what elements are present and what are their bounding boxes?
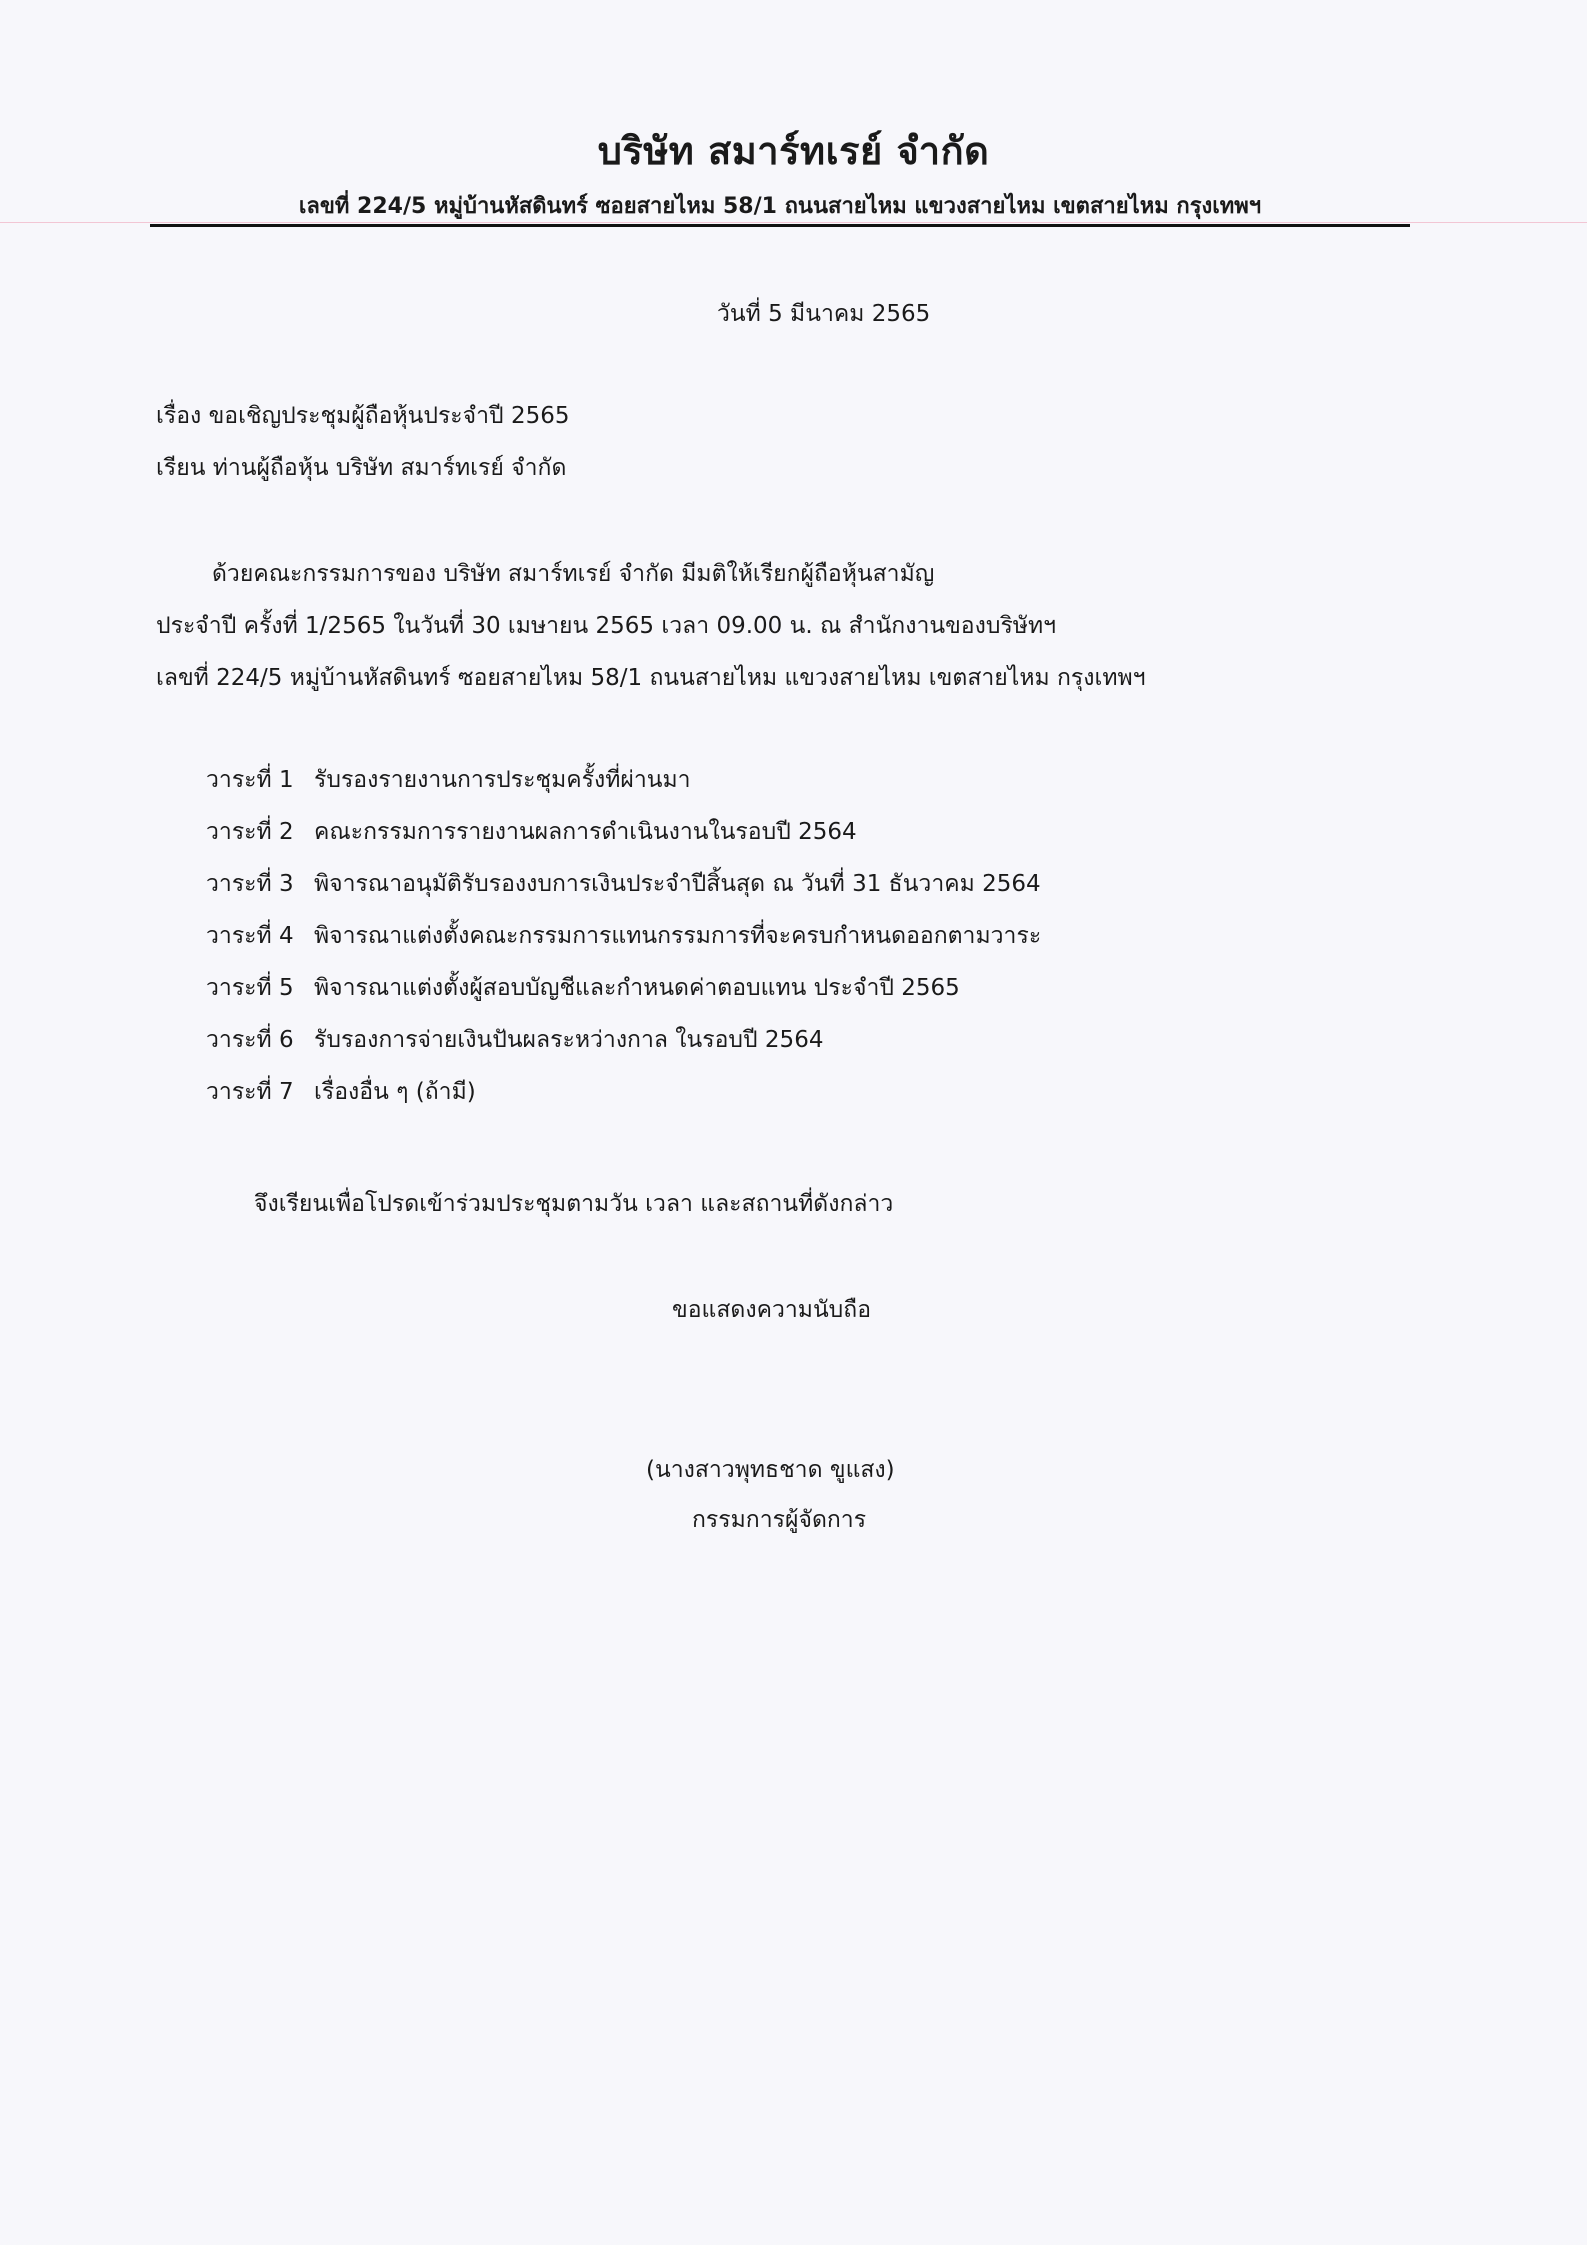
agenda-item xyxy=(206,1074,1041,1126)
closing-invitation: จึงเรียนเพื่อโปรดเข้าร่วมประชุมตามวัน เวลา และสถานที่ดังกล่าว xyxy=(254,1191,894,1217)
agenda-item xyxy=(206,918,1041,970)
agenda-item-number: วาระที่ 5 xyxy=(206,975,294,1001)
agenda-item-text: พิจารณาอนุมัติรับรองงบการเงินประจำปีสิ้นสุด ณ วันที่ 31 ธันวาคม 2564 xyxy=(314,871,1041,897)
company-name: บริษัท สมาร์ทเรย์ จำกัด xyxy=(597,129,990,173)
closing-regards: ขอแสดงความนับถือ xyxy=(672,1297,872,1323)
agenda-item xyxy=(206,1022,1041,1074)
letter-date: วันที่ 5 มีนาคม 2565 xyxy=(717,301,931,327)
agenda-item-text: พิจารณาแต่งตั้งผู้สอบบัญชีและกำหนดค่าตอบแทน ประจำปี 2565 xyxy=(314,975,960,1001)
agenda-item-number: วาระที่ 3 xyxy=(206,871,294,897)
agenda-item-number: วาระที่ 1 xyxy=(206,767,294,793)
agenda-item xyxy=(206,866,1041,918)
letter-recipient: เรียน ท่านผู้ถือหุ้น บริษัท สมาร์ทเรย์ จำกัด xyxy=(156,455,567,481)
body-paragraph-line-1: ด้วยคณะกรรมการของ บริษัท สมาร์ทเรย์ จำกัด มีมติให้เรียกผู้ถือหุ้นสามัญ xyxy=(212,561,935,587)
agenda-item-text: รับรองการจ่ายเงินปันผลระหว่างกาล ในรอบปี 2564 xyxy=(314,1027,824,1053)
letter-subject: เรื่อง ขอเชิญประชุมผู้ถือหุ้นประจำปี 2565 xyxy=(156,403,570,429)
agenda-item-text: รับรองรายงานการประชุมครั้งที่ผ่านมา xyxy=(314,767,691,793)
agenda-item xyxy=(206,814,1041,866)
agenda-item-number: วาระที่ 4 xyxy=(206,923,294,949)
company-address: เลขที่ 224/5 หมู่บ้านหัสดินทร์ ซอยสายไหม 58/1 ถนนสายไหม แขวงสายไหม เขตสายไหม กรุงเทพฯ xyxy=(298,194,1262,219)
agenda-item-number: วาระที่ 2 xyxy=(206,819,294,845)
body-paragraph-line-3: เลขที่ 224/5 หมู่บ้านหัสดินทร์ ซอยสายไหม 58/1 ถนนสายไหม แขวงสายไหม เขตสายไหม กรุงเทพฯ xyxy=(156,665,1146,691)
signer-title: กรรมการผู้จัดการ xyxy=(692,1507,867,1533)
agenda-item xyxy=(206,762,1041,814)
agenda-item-text: คณะกรรมการรายงานผลการดำเนินงานในรอบปี 2564 xyxy=(314,819,857,845)
agenda-item-number: วาระที่ 7 xyxy=(206,1079,294,1105)
agenda-list xyxy=(206,762,1041,1126)
letterhead-divider xyxy=(150,224,1410,227)
agenda-item-number: วาระที่ 6 xyxy=(206,1027,294,1053)
agenda-item-text: เรื่องอื่น ๆ (ถ้ามี) xyxy=(314,1079,476,1105)
body-paragraph-line-2: ประจำปี ครั้งที่ 1/2565 ในวันที่ 30 เมษายน 2565 เวลา 09.00 น. ณ สำนักงานของบริษัทฯ xyxy=(156,613,1057,639)
signer-name: (นางสาวพุทธชาด ขูแสง) xyxy=(646,1457,895,1483)
agenda-item-text: พิจารณาแต่งตั้งคณะกรรมการแทนกรรมการที่จะครบกำหนดออกตามวาระ xyxy=(314,923,1042,949)
agenda-item xyxy=(206,970,1041,1022)
